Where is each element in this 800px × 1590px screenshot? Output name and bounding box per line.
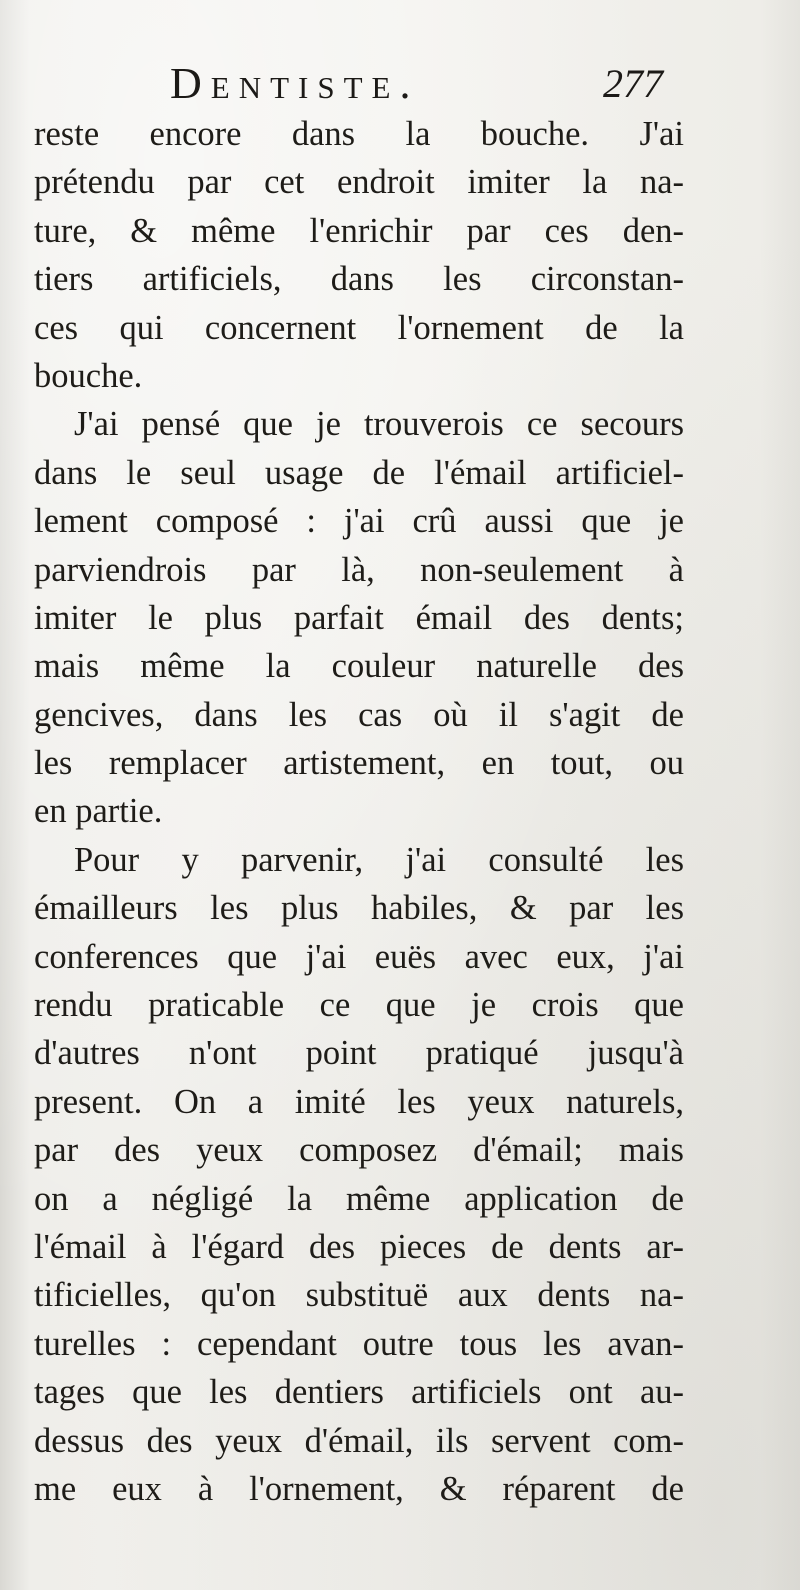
text-line: imiter le plus parfait émail des dents; xyxy=(34,598,684,637)
paragraph-3 xyxy=(34,836,684,1513)
text-line: tificielles, qu'on substituë aux dents na- xyxy=(34,1276,684,1315)
text-line: bouche. xyxy=(34,356,143,395)
text-line: dans le seul usage de l'émail artificiel- xyxy=(34,453,684,492)
text-line: prétendu par cet endroit imiter la na- xyxy=(34,163,684,202)
text-line: on a négligé la même application de xyxy=(34,1179,684,1218)
text-line: J'ai pensé que je trouverois ce secours xyxy=(74,405,684,444)
text-line: turelles : cependant outre tous les avan- xyxy=(34,1324,684,1363)
text-line: les remplacer artistement, en tout, ou xyxy=(34,744,684,783)
paragraph-1 xyxy=(34,110,684,400)
text-line: gencives, dans les cas où il s'agit de xyxy=(34,695,684,734)
text-line: émailleurs les plus habiles, & par les xyxy=(34,889,684,928)
text-line: tiers artificiels, dans les circonstan- xyxy=(34,260,684,299)
text-line: tages que les dentiers artificiels ont au- xyxy=(34,1373,684,1412)
text-line: ture, & même l'enrichir par ces den- xyxy=(34,211,684,250)
text-line: reste encore dans la bouche. J'ai xyxy=(34,115,684,153)
text-line: rendu praticable ce que je crois que xyxy=(34,986,684,1025)
body-text xyxy=(34,110,684,1513)
text-line: mais même la couleur naturelle des xyxy=(34,647,684,686)
text-line: Pour y parvenir, j'ai consulté les xyxy=(74,840,684,879)
text-line: conferences que j'ai euës avec eux, j'ai xyxy=(34,937,684,976)
text-line: par des yeux composez d'émail; mais xyxy=(34,1131,684,1170)
text-line: parviendrois par là, non-seulement à xyxy=(34,550,684,589)
page-number: 277 xyxy=(603,61,663,106)
text-line: ces qui concernent l'ornement de la xyxy=(34,308,684,347)
text-line: present. On a imité les yeux naturels, xyxy=(34,1082,684,1121)
text-line: me eux à l'ornement, & réparent de xyxy=(34,1469,684,1508)
text-line: en partie. xyxy=(34,792,163,831)
text-line: dessus des yeux d'émail, ils servent com- xyxy=(34,1421,684,1460)
text-line: d'autres n'ont point pratiqué jusqu'à xyxy=(34,1034,684,1073)
paragraph-2 xyxy=(34,400,684,836)
text-line: lement composé : j'ai crû aussi que je xyxy=(34,502,684,541)
text-line: l'émail à l'égard des pieces de dents ar- xyxy=(34,1227,684,1266)
running-head: Dentiste. xyxy=(170,59,420,108)
page-header xyxy=(0,58,800,108)
